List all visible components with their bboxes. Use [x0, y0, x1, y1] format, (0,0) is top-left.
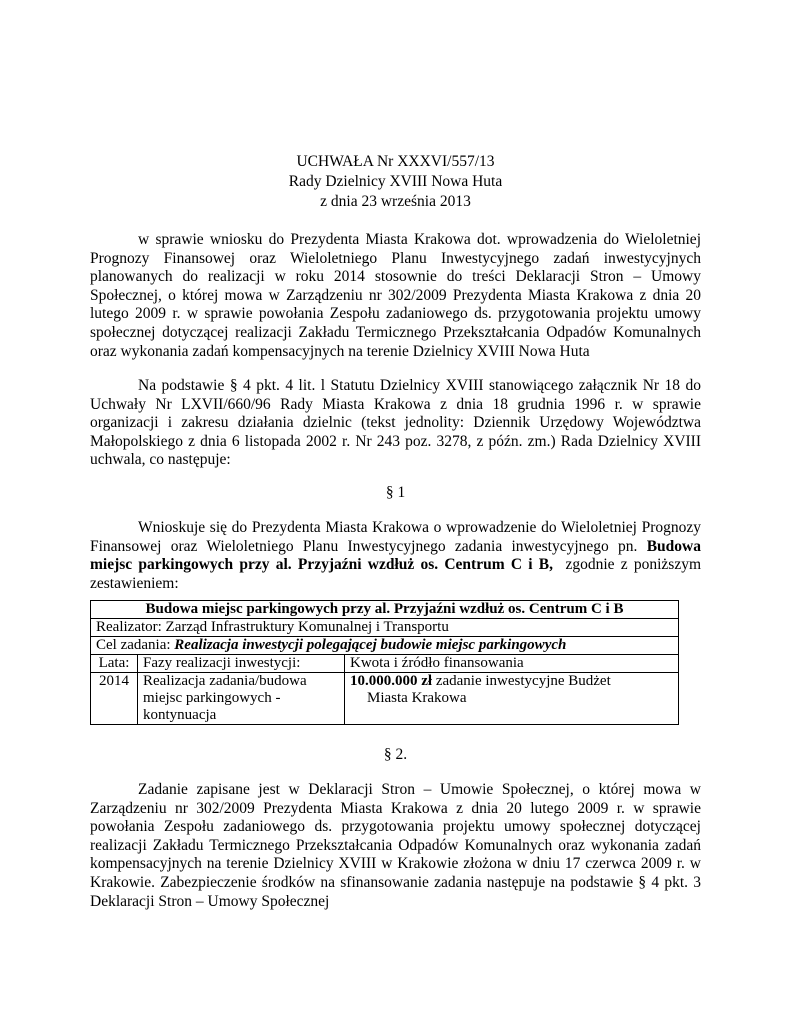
amount-value: 10.000.000 zł [350, 673, 433, 689]
table-title: Budowa miejsc parkingowych przy al. Przyjaźni wzdłuż os. Centrum C i B [91, 601, 679, 619]
table-title-row [91, 601, 679, 619]
legal-basis-paragraph: Na podstawie § 4 pkt. 4 lit. l Statutu Dzielnicy XVIII stanowiącego załącznik Nr 18 do Uchwały Nr LXVII/660/96 Rady Miasta Krakowa z dnia 18 grudnia 1996 r. w sprawie organizacji i zakresu działania dzielnic (tekst jednolity: Dziennik Urzędowy Województwa Małopolskiego z dnia 6 listopada 2002 r. Nr 243 poz. 3278, z późn. zm.) Rada Dzielnicy XVIII uchwala, co następuje: [90, 377, 701, 469]
col-header-year: Lata: [91, 655, 138, 673]
cell-year: 2014 [91, 673, 138, 725]
subject-paragraph: w sprawie wniosku do Prezydenta Miasta Krakowa dot. wprowadzenia do Wieloletniej Prognozy Finansowej oraz Wieloletniego Planu Inwestycyjnego zadań inwestycyjnych planowanych do realizacji w roku 2014 stosownie do treści Deklaracji Stron – Umowy Społecznej, o której mowa w Zarządzeniu nr 302/2009 Prezydenta Miasta Krakowa z dnia 20 lutego 2009 r. w sprawie powołania Zespołu zadaniowego ds. przygotowania projektu umowy społecznej dotyczącej realizacji Zakładu Termicznego Przekształcania Odpadów Komunalnych oraz wykonania zadań kompensacyjnych na terenie Dzielnicy XVIII Nowa Huta [90, 231, 701, 360]
goal-value: Realizacja inwestycji polegającej budowie miejsc parkingowych [174, 637, 567, 653]
resolution-header [0, 152, 791, 212]
table-header-row [91, 655, 679, 673]
cell-phase: Realizacja zadania/budowa miejsc parkingowych - kontynuacja [138, 673, 345, 725]
table-goal [91, 637, 679, 655]
section-1-mark: § 1 [385, 484, 406, 501]
section-1-text-before: Wnioskuje się do Prezydenta Miasta Krakowa o wprowadzenie do Wieloletniej Prognozy Finansowej oraz Wieloletniego Planu Inwestycyjnego zadania inwestycyjnego pn. [90, 519, 701, 555]
section-1-text-after: zgodnie z poniższym zestawieniem: [90, 556, 702, 592]
table-realizator: Realizator: Zarząd Infrastruktury Komunalnej i Transportu [91, 619, 679, 637]
resolution-number: UCHWAŁA Nr XXXVI/557/13 [296, 153, 495, 170]
table-row [91, 619, 679, 637]
section-2-paragraph: Zadanie zapisane jest w Deklaracji Stron – Umowie Społecznej, o której mowa w Zarządzeniu nr 302/2009 Prezydenta Miasta Krakowa z dnia 20 lutego 2009 r. w sprawie powołania Zespołu zadaniowego ds. przygotowania projektu umowy społecznej dotyczącej realizacji Zakładu Termicznego Przekształcania Odpadów Komunalnych oraz wykonania zadań kompensacyjnych na terenie Dzielnicy XVIII w Krakowie złożona w dniu 17 czerwca 2009 r. w Krakowie. Zabezpieczenie środków na sfinansowanie zadania następuje na podstawie § 4 pkt. 3 Deklaracji Stron – Umowy Społecznej [90, 781, 701, 910]
section-1-paragraph [90, 519, 701, 593]
council-name: Rady Dzielnicy XVIII Nowa Huta [288, 173, 503, 190]
section-2-mark: § 2. [383, 746, 408, 763]
cell-amount: 10.000.000 zł zadanie inwestycyjne Budżet Miasta Krakowa [345, 673, 679, 725]
resolution-date: z dnia 23 września 2013 [320, 193, 471, 210]
table-row [91, 637, 679, 655]
col-header-phase: Fazy realizacji inwestycji: [138, 655, 345, 673]
task-name-bold: Budowa miejsc parkingowych przy al. Przyjaźni wzdłuż os. Centrum C i B, [90, 537, 701, 574]
col-header-amount: Kwota i źródło finansowania [345, 655, 679, 673]
goal-label: Cel zadania: [96, 637, 171, 653]
task-table [90, 600, 679, 725]
table-row [91, 673, 679, 725]
